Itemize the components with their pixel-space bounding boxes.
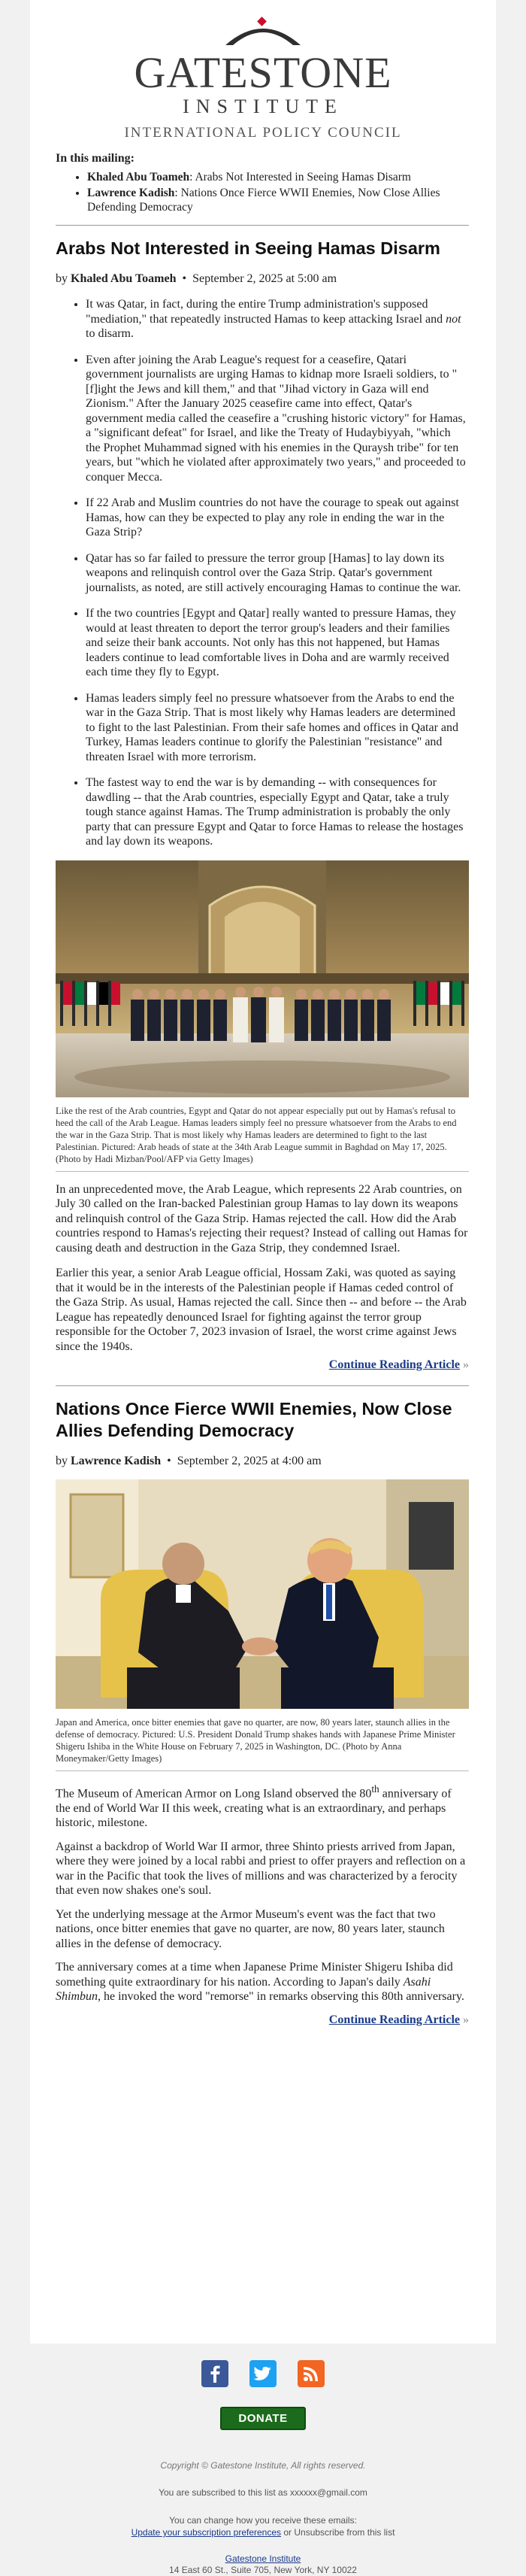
organization-info [30,2553,496,2576]
byline-date: September 2, 2025 at 5:00 am [192,272,337,285]
article-title[interactable]: Nations Once Fierce WWII Enemies, Now Close Allies Defending Democracy [56,1399,452,1440]
gatestone-emblem-icon [218,15,308,48]
key-point: • If 22 Arab and Muslim countries do not have the courage to speak out against Hamas, how can they be expected to play any role in ending the war in the Gaza Strip? [86,496,469,540]
continue-reading [56,1358,469,1372]
summit-photo[interactable] [56,860,469,1097]
byline: by Khaled Abu Toameh • September 2, 2025 at 5:00 am [56,272,337,285]
continue-reading [56,2013,469,2027]
chevron-right-icon: » [463,1358,469,1371]
article-figure [56,1479,469,1771]
mailing-list [87,170,469,214]
mailing-item-title: Nations Once Fierce WWII Enemies, Now Close Allies Defending Democracy [87,187,440,214]
key-point: • Qatar has so far failed to pressure the terror group [Hamas] to lay down its weapons and relinquish control over the Gaza Strip. Qatar's government journalists, as noted, are still actively encouraging Hamas to continue the war. [86,551,469,596]
byline: by Lawrence Kadish • September 2, 2025 at 4:00 am [56,1455,322,1467]
article-2 [56,1398,469,2027]
key-point: • The fastest way to end the war is by demanding -- with consequences for dawdling -- that the Arab countries, especially Egypt and Qatar, take a truly tough stance against Hamas. The Trump administration is probably the only party that can pressure Egypt and Qatar to force Hamas to release the hostages and lay down its weapons. [86,775,469,849]
divider [56,225,469,226]
byline-by: by [56,272,68,285]
mailing-item[interactable]: • Khaled Abu Toameh: Arabs Not Interested in Seeing Hamas Disarm [87,170,469,184]
logo-tagline: INTERNATIONAL POLICY COUNCIL [124,125,402,141]
organization-address: 14 East 60 St., Suite 705, New York, NY 10022 [169,2565,357,2575]
article-paragraph: The Museum of American Armor on Long Island observed the 80th anniversary of the end of World War II this week, creating what is an extraordinary, and perhaps historic, milestone. [56,1783,452,1830]
email-container [30,0,496,2575]
handshake-photo[interactable] [56,1479,469,1709]
twitter-icon[interactable] [249,2360,277,2387]
unsubscribe-text[interactable]: or Unsubscribe from this list [281,2527,395,2538]
article-1 [56,238,469,1372]
header-logo[interactable] [30,0,496,141]
facebook-icon[interactable] [201,2360,228,2387]
social-links [30,2360,496,2390]
byline-author[interactable]: Lawrence Kadish [71,1455,162,1467]
mailing-title: In this mailing: [56,152,135,165]
mailing-item-author: Khaled Abu Toameh [87,171,190,184]
logo-sub: INSTITUTE [183,96,343,117]
key-points [86,297,469,849]
article-paragraph: The anniversary comes at a time when Japanese Prime Minister Shigeru Ishiba did something quite extraordinary for his nation. According to Japan's daily Asahi Shimbun, he invoked the word "remorse" in remarks observing this 80th anniversary. [56,1961,464,2004]
key-point: • Hamas leaders simply feel no pressure whatsoever from the Arabs to end the war in the Gaza Strip. That is most likely why Hamas leaders are determined to fight to the last Palestinian. From their safe homes and offices in Qatar and Turkey, Hamas leaders continue to glorify the Palestinian "resistance" and threaten Israel with more terrorism. [86,691,469,765]
article-paragraph: Against a backdrop of World War II armor, three Shinto priests arrived from Japan, where they were joined by a local rabbi and priest to offer prayers and reflection on a war in the Pacific that took the lives of millions and was characterized by a ferocity that even now shakes one's soul. [56,1840,466,1898]
preferences-text: You can change how you receive these emails: [169,2515,357,2526]
organization-link[interactable]: Gatestone Institute [225,2553,301,2564]
mailing-item[interactable]: • Lawrence Kadish: Nations Once Fierce WWII Enemies, Now Close Allies Defending Democracy [87,186,469,214]
byline-by: by [56,1455,68,1467]
photo-caption: Like the rest of the Arab countries, Egypt and Qatar do not appear especially put out by Hamas's refusal to heed the call of the Arab League. Hamas leaders simply feel no pressure whatsoever from the Arabs to end the war in the Gaza Strip. That is most likely why Hamas leaders are determined to fight to the last Palestinian. Pictured: Arab heads of state at the 34th Arab League summit in Baghdad on May 17, 2025. (Photo by Hadi Mizban/Pool/AFP via Getty Images) [56,1105,469,1172]
key-point: • It was Qatar, in fact, during the entire Trump administration's supposed "mediation," that repeatedly instructed Hamas to keep attacking Israel and not to disarm. [86,297,469,341]
content [30,138,496,2027]
byline-date: September 2, 2025 at 4:00 am [177,1455,322,1467]
mailing-item-author: Lawrence Kadish [87,187,175,199]
chevron-right-icon: » [463,2013,469,2026]
article-paragraph: Earlier this year, a senior Arab League official, Hossam Zaki, was quoted as saying that it would be in the interests of the Palestinian people if Hamas ceded control of the Gaza Strip. As usual, Hamas rejected the call. Since then -- and before -- the Arab League has repeatedly denounced Israel for fighting against the terror group responsible for the October 7, 2023 invasion of Israel, the worst crime against Jews since the 1940s. [56,1267,467,1353]
preferences-notice [30,2514,496,2538]
subscription-notice: You are subscribed to this list as xxxxxx@gmail.com [159,2487,367,2498]
divider [56,1385,469,1386]
logo-name: GATESTONE [134,48,392,97]
footer [30,2344,496,2575]
continue-reading-link[interactable]: Continue Reading Article [328,1358,460,1371]
key-point: • Even after joining the Arab League's request for a ceasefire, Qatari government journalists are urging Hamas to kidnap more Israeli soldiers, to "[f]ight the Jews and kill them," and that "Jihad victory in Gaza will end Zionism." After the January 2025 ceasefire came into effect, Qatar's government media called the ceasefire a "crushing historic victory" for Hamas, a "significant defeat" for Israel, and like the Treaty of Hudaybiyyah, "which the Prophet Muhammad signed with his enemies in the Quraysh tribe" for ten years, but "which he violated after approximately two years," and proceeded to conquer Mecca. [86,353,469,485]
update-preferences-link[interactable]: Update your subscription preferences [131,2527,282,2538]
article-paragraph: Yet the underlying message at the Armor Museum's event was the fact that two nations, once bitter enemies that gave no quarter, are now, 80 years later, staunch allies in the defense of democracy. [56,1907,445,1950]
mailing-item-title: Arabs Not Interested in Seeing Hamas Disarm [195,171,411,184]
continue-reading-link[interactable]: Continue Reading Article [328,2013,460,2026]
photo-caption: Japan and America, once bitter enemies that gave no quarter, are now, 80 years later, staunch allies in the defense of democracy. Pictured: U.S. President Donald Trump shakes hands with Japanese Prime Minister Shigeru Ishiba in the White House on February 7, 2025 in Washington, DC. (Photo by Anna Moneymaker/Getty Images) [56,1716,469,1771]
mailing-summary [56,138,469,214]
donate-button[interactable]: DONATE [220,2407,305,2430]
rss-icon[interactable] [298,2360,325,2387]
article-paragraph: In an unprecedented move, the Arab League, which represents 22 Arab countries, on July 30 called on the Iran-backed Palestinian group Hamas to lay down its weapons and relinquish control of the Gaza Strip. Hamas rejected the call. How did the Arab countries respond to Hamas's rejecting their request? Instead of calling out Hamas for causing death and destruction in the Gaza Strip, they condemned Israel. [56,1182,468,1255]
article-figure [56,860,469,1172]
article-title[interactable]: Arabs Not Interested in Seeing Hamas Disarm [56,238,440,258]
key-point: • If the two countries [Egypt and Qatar] really wanted to pressure Hamas, they would at least threaten to deport the terror group's leaders and their families and seize their bank accounts. Not only has this not happened, but Hamas leaders continue to lead comfortable lives in Doha and are warmly received each time they fly to Egypt. [86,606,469,680]
byline-author[interactable]: Khaled Abu Toameh [71,272,177,285]
copyright: Copyright © Gatestone Institute, All rights reserved. [160,2460,366,2471]
